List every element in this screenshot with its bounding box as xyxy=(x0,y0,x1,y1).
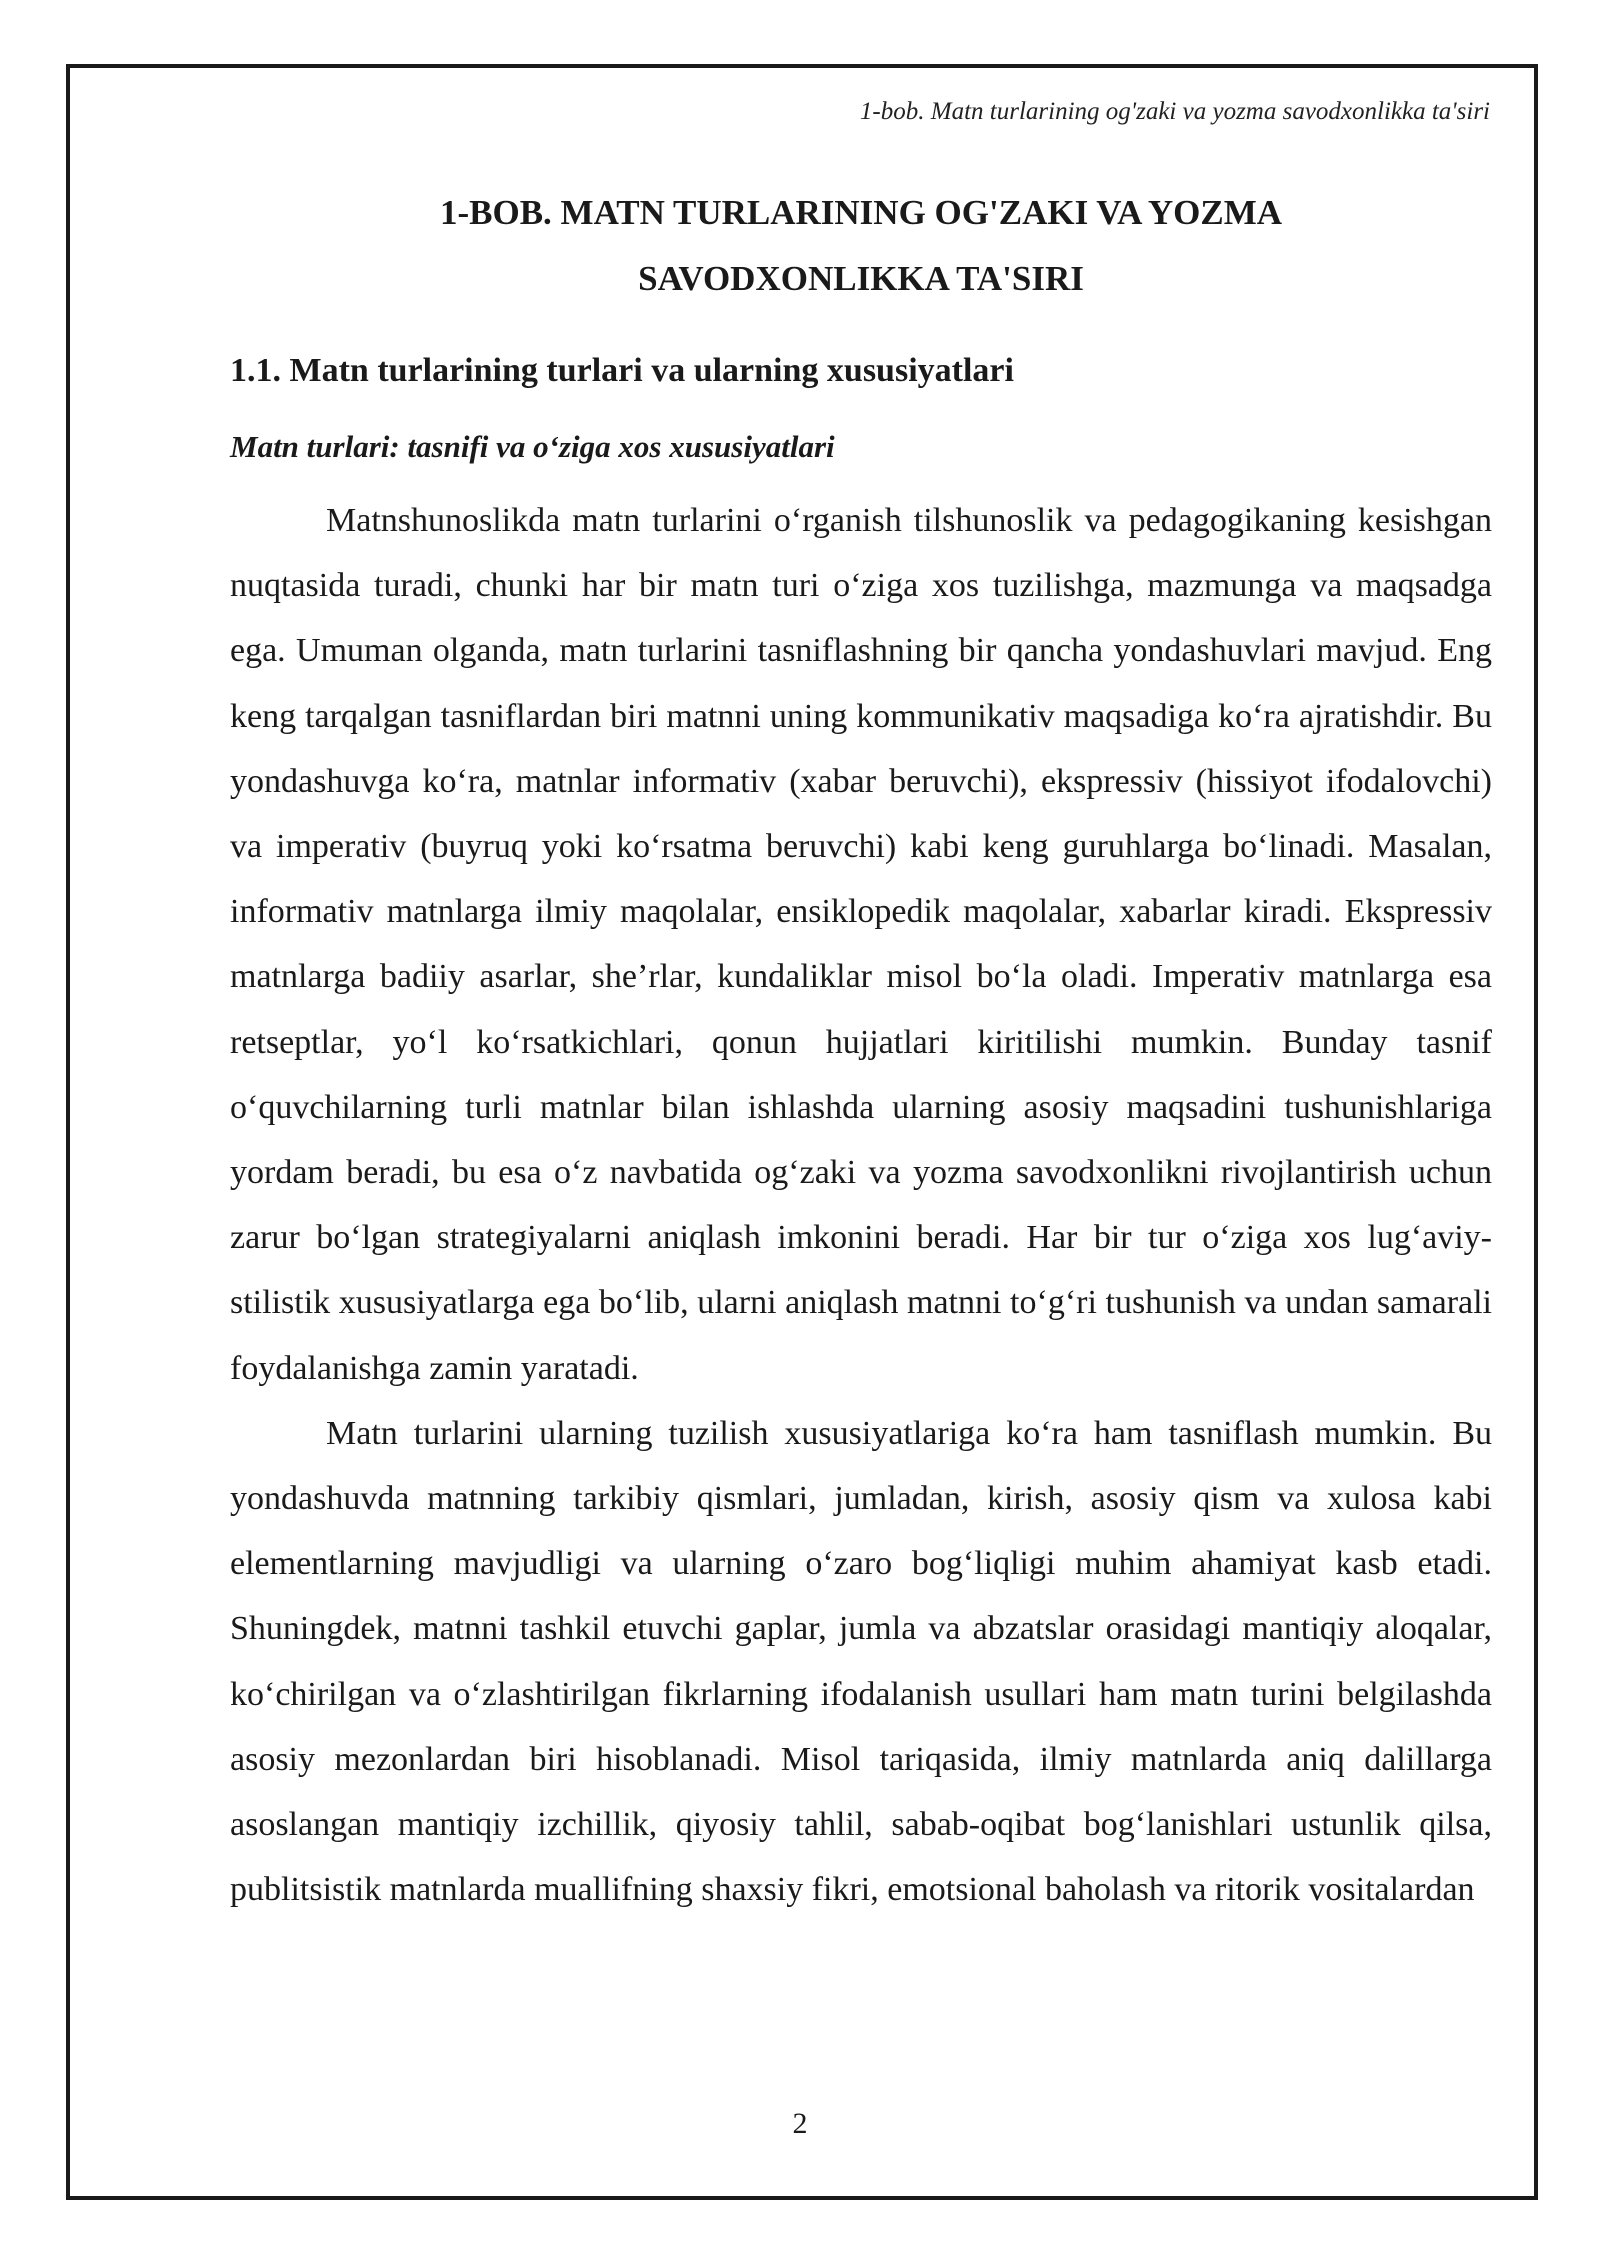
chapter-title-line-2: SAVODXONLIKKA TA'SIRI xyxy=(638,259,1084,298)
running-header: 1-bob. Matn turlarining og'zaki va yozma savodxonlikka ta'siri xyxy=(859,98,1490,125)
body-paragraph-2: Matn turlarini ularning tuzilish xususiyatlariga ko‘ra ham tasniflash mumkin. Bu yondashuvda matnning tarkibiy qismlari, jumladan, kirish, asosiy qism va xulosa kabi elementlarning mavjudligi va ularning o‘zaro bog‘liqligi muhim ahamiyat kasb etadi. Shuningdek, matnni tashkil etuvchi gaplar, jumla va abzatslar orasidagi mantiqiy aloqalar, ko‘chirilgan va o‘zlashtirilgan fikrlarning ifodalanish usullari ham matn turini belgilashda asosiy mezonlardan biri hisoblanadi. Misol tariqasida, ilmiy matnlarda aniq dalillarga asoslangan mantiqiy izchillik, qiyosiy tahlil, sabab-oqibat bog‘lanishlari ustunlik qilsa, publitsistik matnlarda muallifning shaxsiy fikri, emotsional baholash va ritorik vositalardan xyxy=(230,1414,1492,1909)
body-paragraph-1: Matnshunoslikda matn turlarini o‘rganish tilshunoslik va pedagogikaning kesishgan nuqtasida turadi, chunki har bir matn turi o‘ziga xos tuzilishga, mazmunga va maqsadga ega. Umuman olganda, matn turlarini tasniflashning bir qancha yondashuvlari mavjud. Eng keng tarqalgan tasniflardan biri matnni uning kommunikativ maqsadiga ko‘ra ajratishdir. Bu yondashuvga ko‘ra, matnlar informativ (xabar beruvchi), ekspressiv (hissiyot ifodalovchi) va imperativ (buyruq yoki ko‘rsatma beruvchi) kabi keng guruhlarga bo‘linadi. Masalan, informativ matnlarga ilmiy maqolalar, ensiklopedik maqolalar, xabarlar kiradi. Ekspressiv matnlarga badiiy asarlar, she’rlar, kundaliklar misol bo‘la oladi. Imperativ matnlarga esa retseptlar, yo‘l ko‘rsatkichlari, qonun hujjatlari kiritilishi mumkin. Bunday tasnif o‘quvchilarning turli matnlar bilan ishlashda ularning asosiy maqsadini tushunishlariga yordam beradi, bu esa o‘z navbatida og‘zaki va yozma savodxonlikni rivojlantirish uchun zarur bo‘lgan strategiyalarni aniqlash imkonini beradi. Har bir tur o‘ziga xos lug‘aviy-stilistik xususiyatlarga ega bo‘lib, ularni aniqlash matnni to‘g‘ri tushunish va undan samarali foydalanishga zamin yaratadi. xyxy=(230,502,1492,1387)
page-number: 2 xyxy=(792,2107,808,2140)
page-content xyxy=(230,180,1492,1922)
subsection-heading: Matn turlari: tasnifi va o‘ziga xos xususiyatlari xyxy=(230,429,835,464)
chapter-title xyxy=(230,180,1492,312)
chapter-title-line-1: 1-BOB. MATN TURLARINING OG'ZAKI VA YOZMA xyxy=(439,193,1283,232)
section-heading: 1.1. Matn turlarining turlari va ularning xususiyatlari xyxy=(230,352,1014,389)
